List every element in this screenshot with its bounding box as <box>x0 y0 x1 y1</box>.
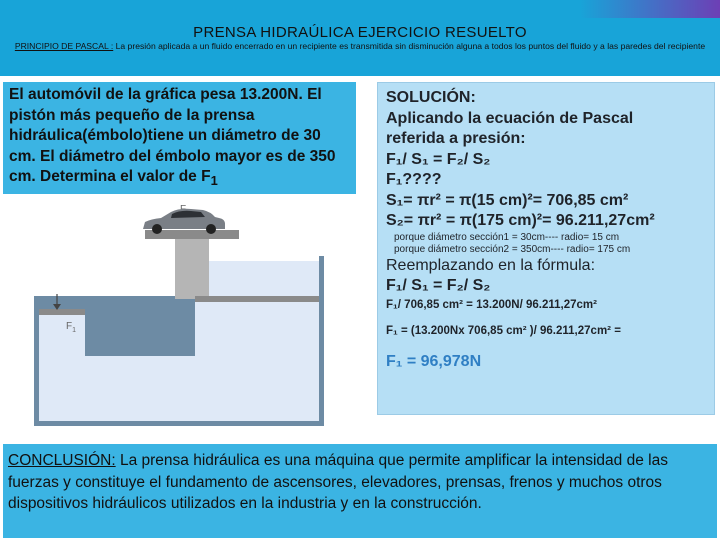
area-s2: S₂= πr² = π(175 cm)²= 96.211,27cm² <box>386 212 655 229</box>
large-piston-head <box>195 296 319 302</box>
solution-panel <box>377 82 715 415</box>
area-s1: S₁= πr² = π(15 cm)²= 706,85 cm² <box>386 191 629 209</box>
small-piston <box>39 309 85 315</box>
unknown-f1: F₁???? <box>386 171 442 188</box>
solution-line: referida a presión: <box>386 130 526 147</box>
solution-line: Aplicando la ecuación de Pascal <box>386 109 634 127</box>
hydraulic-press-diagram <box>25 196 325 436</box>
pascal-equation: F₁/ S₁ = F₂/ S₂ <box>386 150 491 168</box>
problem-statement <box>3 82 356 194</box>
conclusion-label: CONCLUSIÓN: <box>8 452 116 469</box>
conclusion-box <box>3 444 717 538</box>
problem-text: El automóvil de la gráfica pesa 13.200N. El pistón más pequeño de la prensa hidráulica(émbolo)tiene un diámetro de 30 cm. El diámetro del émbolo mayor es de 350 cm. Determina el valor de F <box>9 86 336 185</box>
pascal-equation-repeat: F₁/ S₁ = F₂/ S₂ <box>386 277 491 294</box>
solution-heading: SOLUCIÓN: <box>386 89 476 106</box>
principle-label: PRINCIPIO DE PASCAL : <box>14 41 114 51</box>
substitution-heading: Reemplazando en la fórmula: <box>386 256 596 274</box>
large-column-wall-right <box>319 256 324 301</box>
large-piston-rod <box>175 239 209 299</box>
fluid-large-column <box>195 261 319 421</box>
radius-note-2: porque diámetro sección2 = 350cm---- radio= 175 cm <box>394 243 631 255</box>
conclusion-text: La prensa hidráulica es una máquina que permite amplificar la intensidad de las fuerzas y constituye el fundamento de ascensores, elevadores, prensas, frenos y muchos otros dispositivos hidráulicos utilizados en la industria y en la construcción. <box>8 452 668 512</box>
result-value: F₁ = 96,978N <box>386 352 482 370</box>
principle-statement <box>14 41 706 52</box>
substitution-line: F₁/ 706,85 cm² = 13.200N/ 96.211,27cm² <box>386 298 597 311</box>
slide-title: PRENSA HIDRAÚLICA EJERCICIO RESUELTO <box>193 24 527 41</box>
principle-text: La presión aplicada a un fluido encerrado en un recipiente es transmitida sin disminución alguna a todos los puntos del fluido y a las paredes del recipiente <box>113 41 706 51</box>
vessel-divider <box>85 296 195 356</box>
label-f1: $F_1$ <box>66 321 77 334</box>
problem-subscript: 1 <box>210 173 218 189</box>
solve-line: F₁ = (13.200Nx 706,85 cm² )/ 96.211,27cm² = <box>386 324 621 337</box>
radius-note-1: porque diámetro sección1 = 30cm---- radio= 15 cm <box>394 231 620 243</box>
